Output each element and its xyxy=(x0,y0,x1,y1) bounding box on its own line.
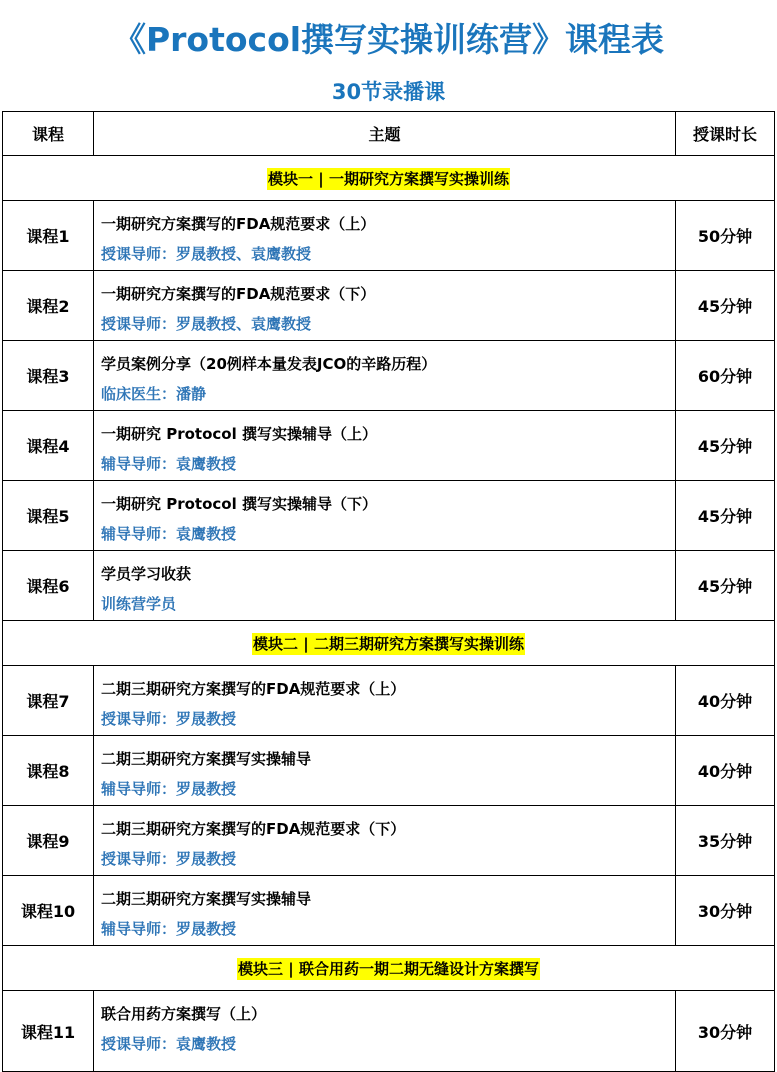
lesson-topic xyxy=(94,411,676,481)
lesson-title: 二期三期研究方案撰写实操辅导 xyxy=(101,890,312,908)
lesson-title: 二期三期研究方案撰写的FDA规范要求（下） xyxy=(101,820,406,838)
lesson-topic xyxy=(94,481,676,551)
table-row xyxy=(3,271,775,341)
lesson-title: 学员案例分享（20例样本量发表JCO的辛路历程） xyxy=(101,355,437,373)
table-row xyxy=(3,201,775,271)
lesson-title: 一期研究 Protocol 撰写实操辅导（上） xyxy=(101,425,377,443)
lesson-instructor: 辅导导师：袁鹰教授 xyxy=(101,455,237,473)
lesson-title: 一期研究方案撰写的FDA规范要求（上） xyxy=(101,215,376,233)
lesson-title: 学员学习收获 xyxy=(101,565,192,583)
course-number: 课程8 xyxy=(3,736,94,806)
header-topic: 主题 xyxy=(94,112,676,156)
course-number: 课程4 xyxy=(3,411,94,481)
header-course: 课程 xyxy=(3,112,94,156)
lesson-topic xyxy=(94,991,676,1072)
course-number: 课程1 xyxy=(3,201,94,271)
table-row xyxy=(3,341,775,411)
module-label: 模块一 | 一期研究方案撰写实操训练 xyxy=(268,169,509,188)
lesson-topic xyxy=(94,876,676,946)
course-number: 课程10 xyxy=(3,876,94,946)
lesson-duration: 30分钟 xyxy=(676,991,775,1072)
lesson-instructor: 辅导导师：袁鹰教授 xyxy=(101,525,237,543)
lesson-topic xyxy=(94,551,676,621)
lesson-topic xyxy=(94,341,676,411)
lesson-instructor: 训练营学员 xyxy=(101,595,177,613)
lesson-topic xyxy=(94,201,676,271)
table-row xyxy=(3,991,775,1072)
course-number: 课程11 xyxy=(3,991,94,1072)
table-row xyxy=(3,736,775,806)
table-header-row xyxy=(3,112,775,156)
lesson-instructor: 授课导师：罗晟教授、袁鹰教授 xyxy=(101,315,312,333)
lesson-title: 一期研究方案撰写的FDA规范要求（下） xyxy=(101,285,376,303)
lesson-duration: 30分钟 xyxy=(676,876,775,946)
table-row xyxy=(3,551,775,621)
lesson-title: 二期三期研究方案撰写实操辅导 xyxy=(101,750,312,768)
lesson-duration: 35分钟 xyxy=(676,806,775,876)
table-row xyxy=(3,481,775,551)
lesson-instructor: 辅导导师：罗晟教授 xyxy=(101,920,237,938)
course-number: 课程6 xyxy=(3,551,94,621)
lesson-instructor: 临床医生：潘静 xyxy=(101,385,207,403)
lesson-duration: 50分钟 xyxy=(676,201,775,271)
lesson-topic xyxy=(94,271,676,341)
lesson-duration: 60分钟 xyxy=(676,341,775,411)
page-title: 《Protocol撰写实操训练营》课程表 xyxy=(112,20,665,59)
module-row xyxy=(3,621,775,666)
lesson-topic xyxy=(94,736,676,806)
course-number: 课程2 xyxy=(3,271,94,341)
module-row xyxy=(3,156,775,201)
lesson-instructor: 授课导师：罗晟教授 xyxy=(101,710,237,728)
lesson-instructor: 授课导师：罗晟教授、袁鹰教授 xyxy=(101,245,312,263)
lesson-instructor: 授课导师：罗晟教授 xyxy=(101,850,237,868)
course-number: 课程5 xyxy=(3,481,94,551)
table-row xyxy=(3,666,775,736)
lesson-title: 二期三期研究方案撰写的FDA规范要求（上） xyxy=(101,680,406,698)
lesson-duration: 45分钟 xyxy=(676,481,775,551)
course-number: 课程9 xyxy=(3,806,94,876)
lesson-instructor: 辅导导师：罗晟教授 xyxy=(101,780,237,798)
lesson-duration: 40分钟 xyxy=(676,666,775,736)
table-row xyxy=(3,411,775,481)
lesson-title: 联合用药方案撰写（上） xyxy=(101,1005,267,1023)
lesson-title: 一期研究 Protocol 撰写实操辅导（下） xyxy=(101,495,377,513)
table-row xyxy=(3,876,775,946)
lesson-instructor: 授课导师：袁鹰教授 xyxy=(101,1035,237,1053)
module-label: 模块二 | 二期三期研究方案撰写实操训练 xyxy=(253,634,524,653)
module-label: 模块三 | 联合用药一期二期无缝设计方案撰写 xyxy=(238,959,539,978)
lesson-topic xyxy=(94,666,676,736)
header-duration: 授课时长 xyxy=(676,112,775,156)
lesson-duration: 45分钟 xyxy=(676,551,775,621)
page-subtitle: 30节录播课 xyxy=(331,80,446,104)
lesson-topic xyxy=(94,806,676,876)
lesson-duration: 45分钟 xyxy=(676,271,775,341)
module-row xyxy=(3,946,775,991)
table-row xyxy=(3,806,775,876)
schedule-table xyxy=(2,111,775,1072)
course-number: 课程7 xyxy=(3,666,94,736)
lesson-duration: 40分钟 xyxy=(676,736,775,806)
lesson-duration: 45分钟 xyxy=(676,411,775,481)
course-number: 课程3 xyxy=(3,341,94,411)
